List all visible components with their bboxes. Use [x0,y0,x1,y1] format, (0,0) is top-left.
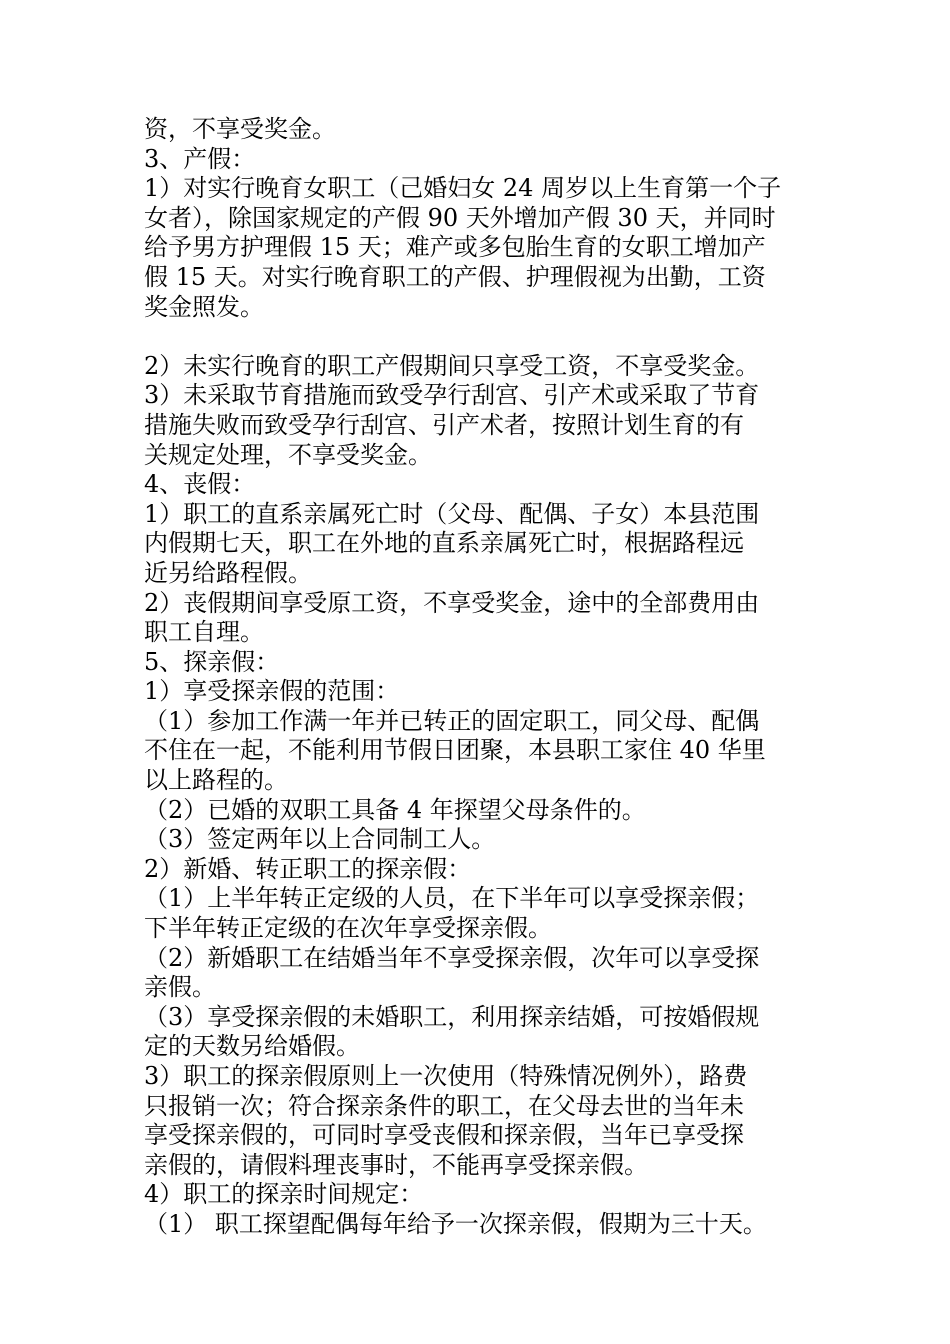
text-line: 假 15 天。对实行晚育职工的产假、护理假视为出勤，工资 [144,262,766,291]
text-line: 只报销一次；符合探亲条件的职工，在父母去世的当年未 [144,1091,744,1120]
text-line: 资，不享受奖金。 [144,115,336,143]
text-line: （3）享受探亲假的未婚职工，利用探亲结婚，可按婚假规 [144,1002,760,1031]
text-line: 职工自理。 [144,618,264,647]
text-line: （2）新婚职工在结婚当年不享受探亲假，次年可以享受探 [144,943,760,972]
text-line: 3）未采取节育措施而致受孕行刮宫、引产术或采取了节育 [144,381,760,410]
paragraph-gap [144,322,824,352]
text-line: 1）职工的直系亲属死亡时（父母、配偶、子女）本县范围 [144,499,760,528]
text-line: 定的天数另给婚假。 [144,1032,360,1061]
text-line: 给予男方护理假 15 天；难产或多包胎生育的女职工增加产 [144,233,766,262]
text-line: （2）已婚的双职工具备 4 年探望父母条件的。 [144,795,646,824]
text-line: 以上路程的。 [144,766,288,795]
text-line: 亲假。 [144,973,216,1002]
text-line: 亲假的，请假料理丧事时，不能再享受探亲假。 [144,1150,648,1179]
document-body [144,115,824,1240]
text-line: 措施失败而致受孕行刮宫、引产术者，按照计划生育的有 [144,410,744,439]
section-heading: 5、探亲假： [144,647,280,676]
text-line: 关规定处理，不享受奖金。 [144,440,432,469]
text-line: （3）签定两年以上合同制工人。 [144,825,496,854]
text-line: 2）新婚、转正职工的探亲假： [144,854,472,883]
text-line: 2）未实行晚育的职工产假期间只享受工资，不享受奖金。 [144,351,760,380]
text-line: 女者），除国家规定的产假 90 天外增加产假 30 天，并同时 [144,203,776,232]
text-line: 1）享受探亲假的范围： [144,677,400,706]
text-line: （1） 职工探望配偶每年给予一次探亲假，假期为三十天。 [144,1209,767,1238]
text-line: 4）职工的探亲时间规定： [144,1180,424,1209]
text-line: 近另给路程假。 [144,558,312,587]
text-line: 不住在一起，不能利用节假日团聚，本县职工家住 40 华里 [144,736,766,765]
text-line: 1）对实行晚育女职工（己婚妇女 24 周岁以上生育第一个子 [144,174,782,203]
text-line: 奖金照发。 [144,292,264,321]
text-line: 2）丧假期间享受原工资，不享受奖金，途中的全部费用由 [144,588,760,617]
text-line: （1）参加工作满一年并已转正的固定职工，同父母、配偶 [144,706,760,735]
text-line: 下半年转正定级的在次年享受探亲假。 [144,914,552,943]
text-line: 内假期七天，职工在外地的直系亲属死亡时，根据路程远 [144,529,744,558]
section-heading: 4、丧假： [144,470,256,499]
text-line: 3）职工的探亲假原则上一次使用（特殊情况例外），路费 [144,1062,748,1090]
section-heading: 3、产假： [144,144,256,173]
text-line: 享受探亲假的，可同时享受丧假和探亲假，当年已享受探 [144,1121,744,1150]
text-line: （1）上半年转正定级的人员，在下半年可以享受探亲假； [144,884,760,913]
